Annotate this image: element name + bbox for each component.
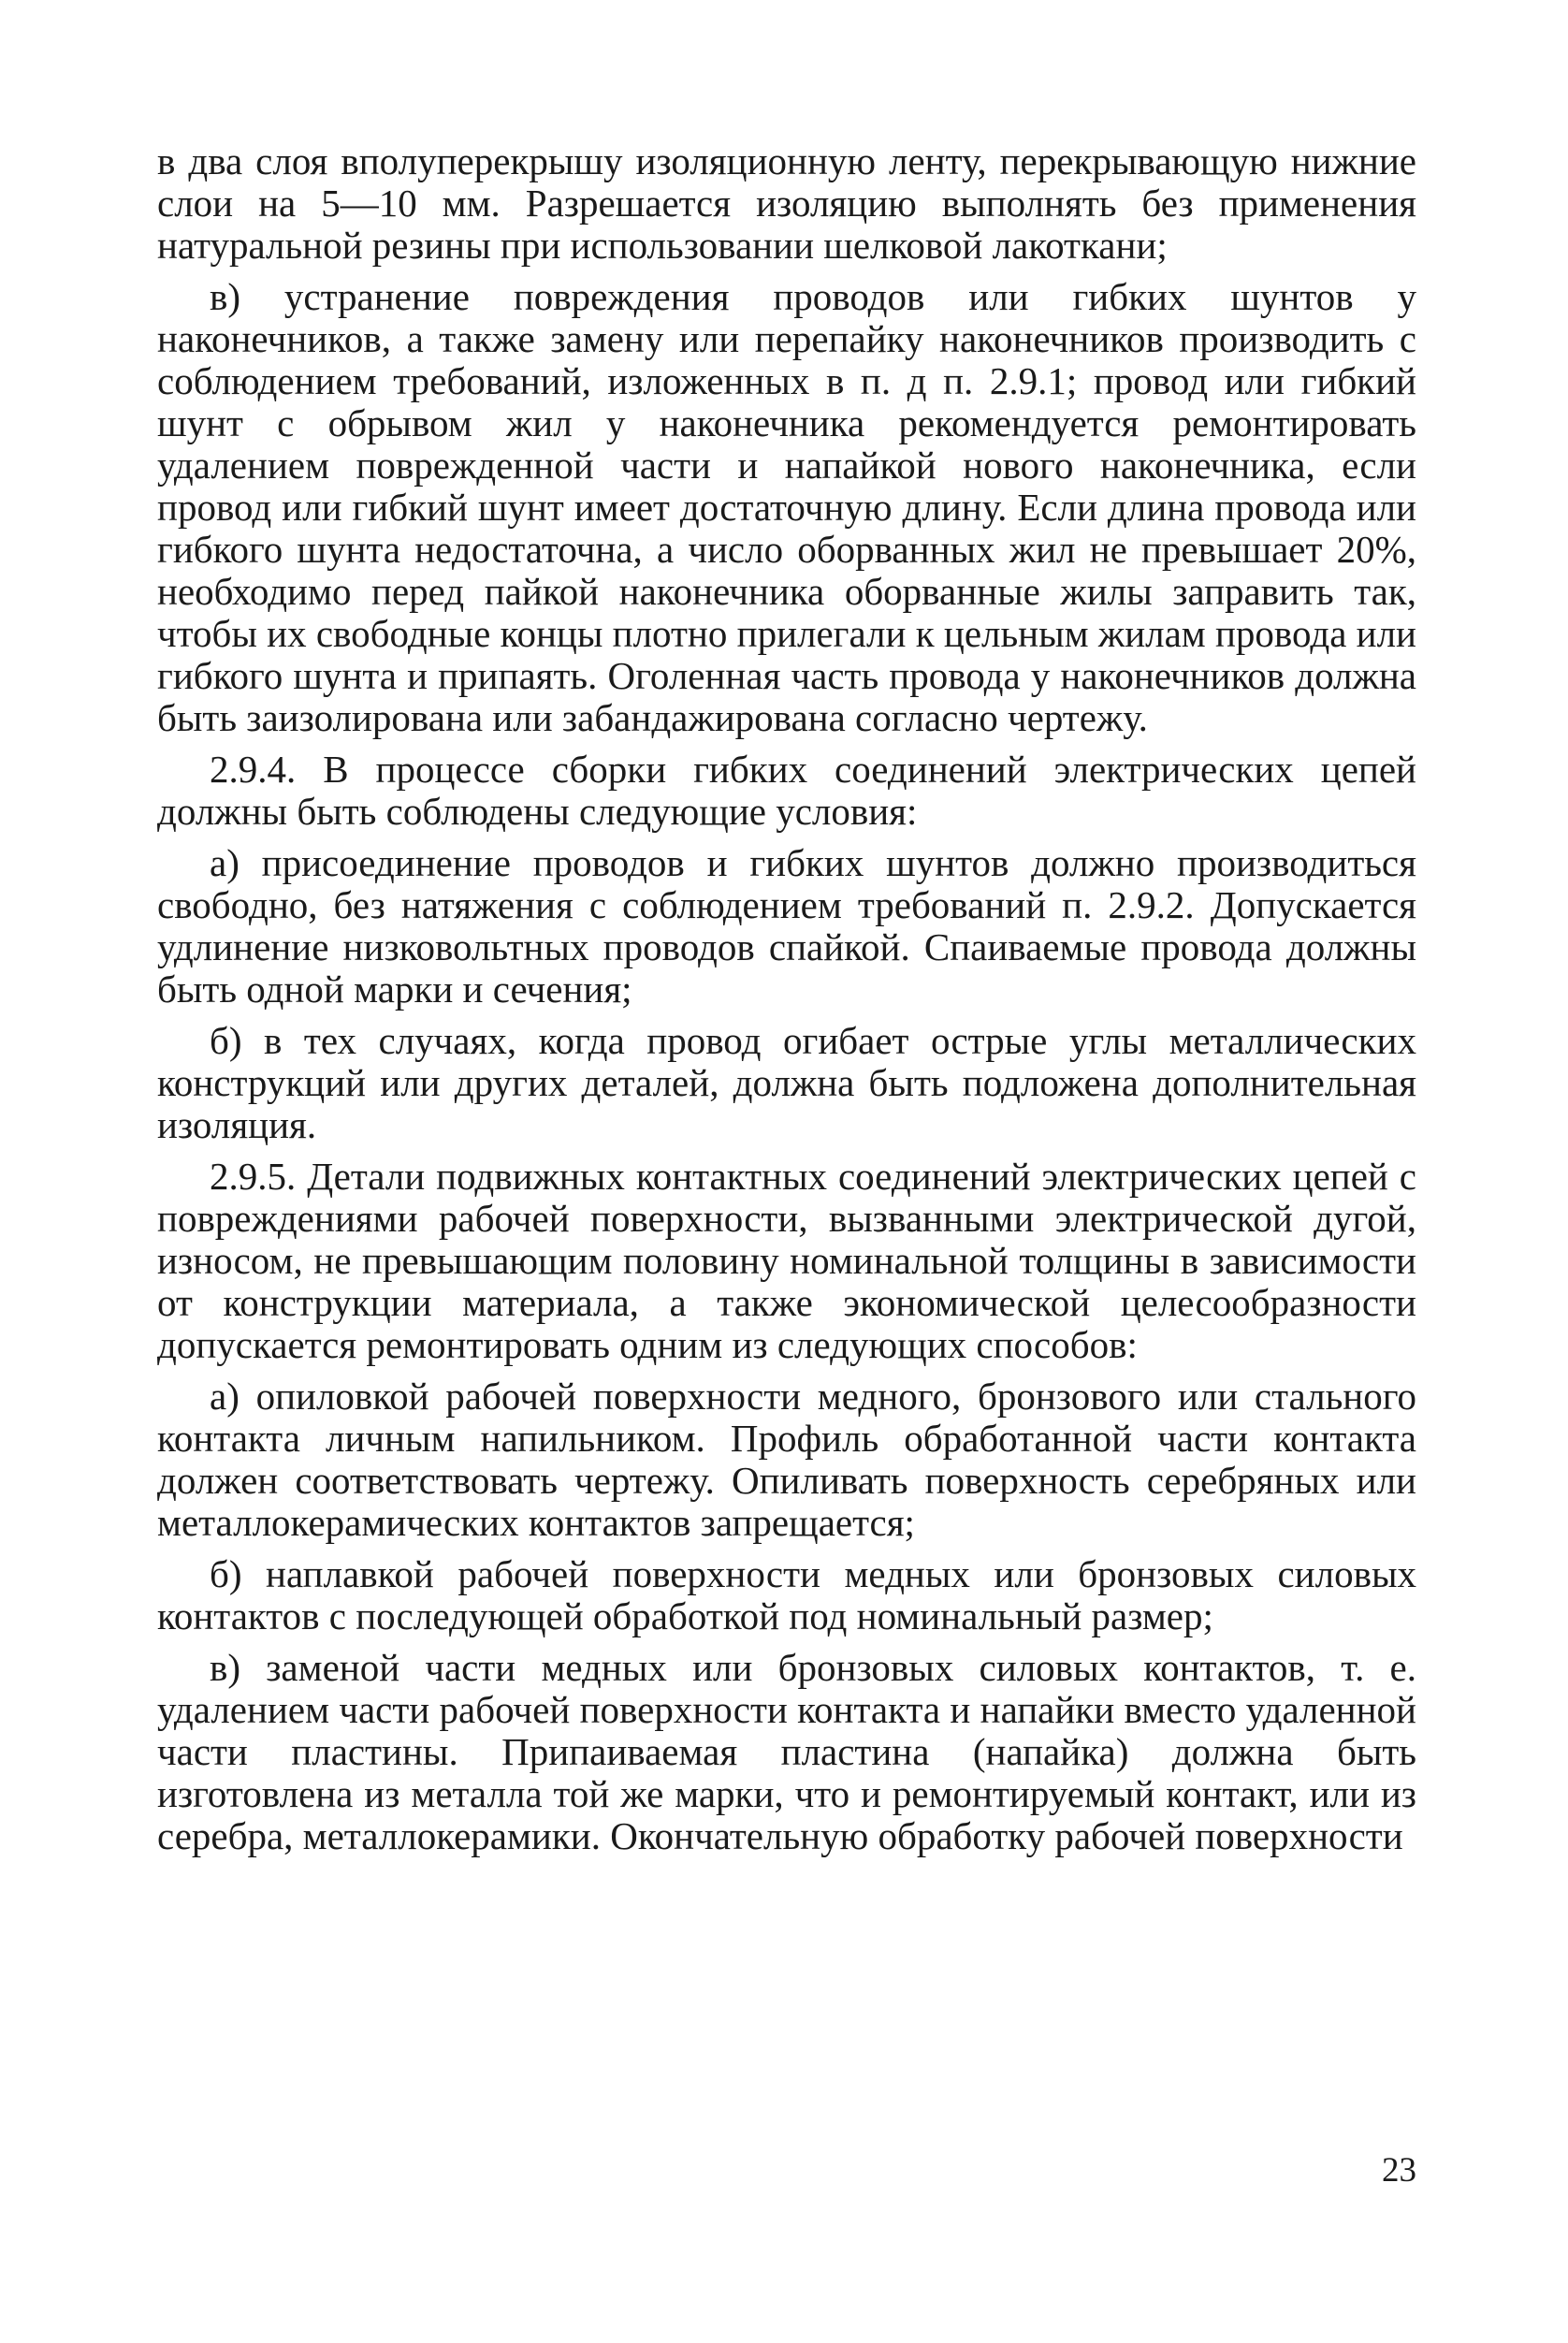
paragraph-section-2-9-5: 2.9.5. Детали подвижных контактных соединений электрических цепей с повреждениями рабочей поверхности, вызванными электрической дугой, износом, не превышающим половину номинальной толщины в зависимости от конструкции материала, а также экономической целесообразности допускается ремонтировать одним из следующих способов: [157,1155,1416,1366]
paragraph-item-b-welding: б) наплавкой рабочей поверхности медных или бронзовых силовых контактов с последующей обработкой под номинальный размер; [157,1552,1416,1637]
paragraph-item-a-filing: а) опиловкой рабочей поверхности медного, бронзового или стального контакта личным напильником. Профиль обработанной части контакта должен соответствовать чертежу. Опиливать поверхность серебряных или металлокерамических контактов запрещается; [157,1375,1416,1544]
paragraph-item-a-connection: а) присоединение проводов и гибких шунтов должно производиться свободно, без натяжения с соблюдением требований п. 2.9.2. Допускается удлинение низковольтных проводов спайкой. Спаиваемые провода должны быть одной марки и сечения; [157,841,1416,1011]
paragraph-continuation: в два слоя вполуперекрышу изоляционную ленту, перекрывающую нижние слои на 5—10 мм. Разрешается изоляцию выполнять без применения натуральной резины при использовании шелковой лакоткани; [157,139,1416,267]
paragraph-item-b-insulation: б) в тех случаях, когда провод огибает острые углы металлических конструкций или других деталей, должна быть подложена дополнительная изоляция. [157,1019,1416,1146]
page-body [157,140,1416,1867]
paragraph-section-2-9-4: 2.9.4. В процессе сборки гибких соединений электрических цепей должны быть соблюдены следующие условия: [157,748,1416,833]
paragraph-item-v-wires: в) устранение повреждения проводов или гибких шунтов у наконечников, а также замену или перепайку наконечников производить с соблюдением требований, изложенных в п. д п. 2.9.1; провод или гибкий шунт с обрывом жил у наконечника рекомендуется ремонтировать удалением поврежденной части и напайкой нового наконечника, если провод или гибкий шунт имеет достаточную длину. Если длина провода или гибкого шунта недостаточна, а число оборванных жил не превышает 20%, необходимо перед пайкой наконечника оборванные жилы заправить так, чтобы их свободные концы плотно прилегали к цельным жилам провода или гибкого шунта и припаять. Оголенная часть провода у наконечников должна быть заизолирована или забандажирована согласно чертежу. [157,275,1416,739]
page-number: 23 [1382,2151,1416,2190]
paragraph-item-v-replacement: в) заменой части медных или бронзовых силовых контактов, т. е. удалением части рабочей поверхности контакта и напайки вместо удаленной части пластины. Припаиваемая пластина (напайка) должна быть изготовлена из металла той же марки, что и ремонтируемый контакт, или из серебра, металлокерамики. Окончательную обработку рабочей поверхности [157,1646,1416,1857]
